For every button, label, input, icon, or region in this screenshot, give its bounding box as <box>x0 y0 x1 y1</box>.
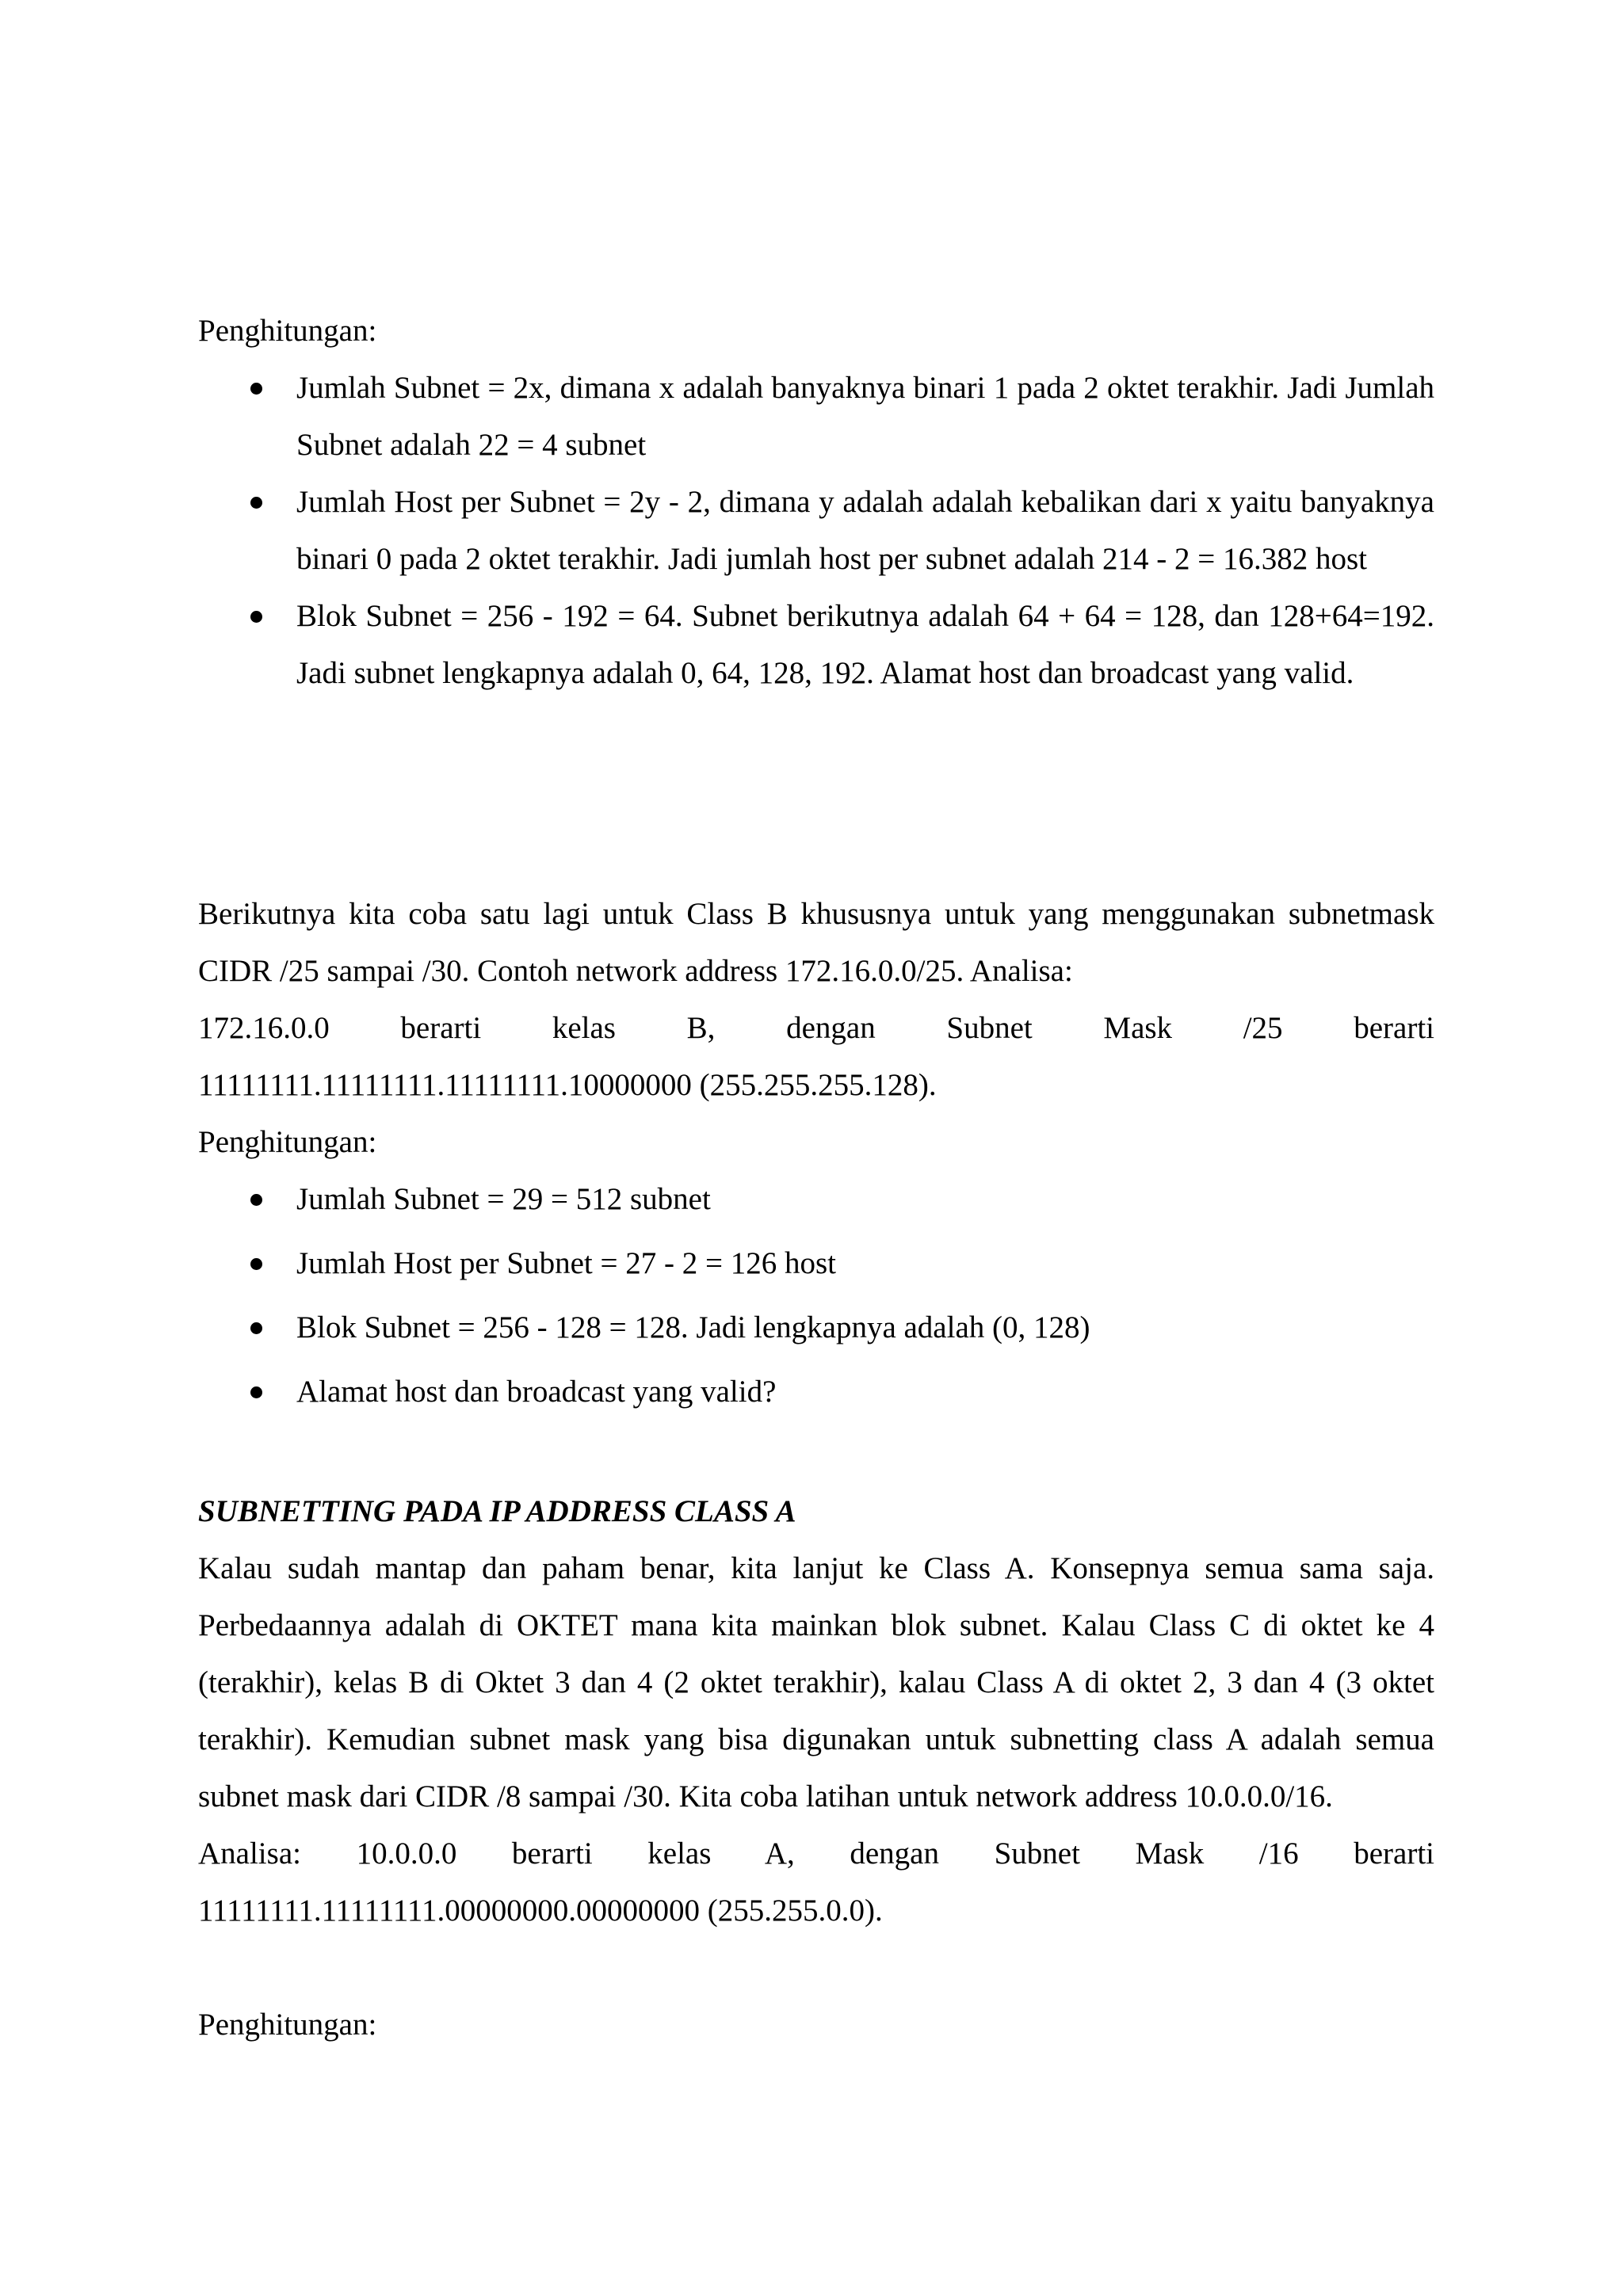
bullet-icon <box>250 497 262 509</box>
analysis-line: 172.16.0.0 berarti kelas B, dengan Subnet Mask /25 berarti <box>198 1011 1434 1045</box>
section-heading: SUBNETTING PADA IP ADDRESS CLASS A <box>198 1494 796 1528</box>
calculation-list <box>198 1171 1434 1421</box>
section-1 <box>198 303 1434 702</box>
bullet-icon <box>250 1258 262 1270</box>
bullet-icon <box>250 1322 262 1334</box>
list-item-text: Jumlah Subnet = 29 = 512 subnet <box>296 1182 711 1216</box>
list-item <box>198 588 1434 702</box>
section-2 <box>198 886 1434 1428</box>
list-item <box>198 1235 1434 1292</box>
calculation-label: Penghitungan: <box>198 1125 377 1159</box>
section-3 <box>198 1483 1434 2054</box>
binary-mask-line: 11111111.11111111.00000000.00000000 (255.255.0.0). <box>198 1894 883 1928</box>
bullet-icon <box>250 1386 262 1398</box>
list-item <box>198 1363 1434 1421</box>
calculation-list <box>198 360 1434 702</box>
calculation-label: Penghitungan: <box>198 314 377 348</box>
analysis-line: Analisa: 10.0.0.0 berarti kelas A, dengan Subnet Mask /16 berarti <box>198 1836 1434 1871</box>
binary-mask-line: 11111111.11111111.11111111.10000000 (255.255.255.128). <box>198 1068 937 1102</box>
list-item-text: Jumlah Host per Subnet = 2y - 2, dimana y adalah adalah kebalikan dari x yaitu banyaknya binari 0 pada 2 oktet terakhir. Jadi jumlah host per subnet adalah 214 - 2 = 16.382 host <box>296 485 1434 576</box>
list-item <box>198 1171 1434 1228</box>
list-item <box>198 360 1434 474</box>
list-item-text: Alamat host dan broadcast yang valid? <box>296 1375 777 1409</box>
list-item <box>198 1299 1434 1356</box>
list-item-text: Blok Subnet = 256 - 128 = 128. Jadi lengkapnya adalah (0, 128) <box>296 1310 1090 1344</box>
list-item-text: Jumlah Host per Subnet = 27 - 2 = 126 host <box>296 1246 836 1280</box>
paragraph: Kalau sudah mantap dan paham benar, kita lanjut ke Class A. Konsepnya semua sama saja. Perbedaannya adalah di OKTET mana kita mainkan blok subnet. Kalau Class C di oktet ke 4 (terakhir), kelas B di Oktet 3 dan 4 (2 oktet terakhir), kalau Class A di oktet 2, 3 dan 4 (3 oktet terakhir). Kemudian subnet mask yang bisa digunakan untuk subnetting class A adalah semua subnet mask dari CIDR /8 sampai /30. Kita coba latihan untuk network address 10.0.0.0/16. <box>198 1551 1434 1814</box>
bullet-icon <box>250 611 262 623</box>
calculation-label: Penghitungan: <box>198 2008 377 2042</box>
paragraph: Berikutnya kita coba satu lagi untuk Class B khususnya untuk yang menggunakan subnetmask CIDR /25 sampai /30. Contoh network address 172.16.0.0/25. Analisa: <box>198 897 1434 988</box>
list-item <box>198 474 1434 588</box>
list-item-text: Blok Subnet = 256 - 192 = 64. Subnet berikutnya adalah 64 + 64 = 128, dan 128+64=192. Jadi subnet lengkapnya adalah 0, 64, 128, 192. Alamat host dan broadcast yang valid. <box>296 599 1434 690</box>
bullet-icon <box>250 383 262 395</box>
list-item-text: Jumlah Subnet = 2x, dimana x adalah banyaknya binari 1 pada 2 oktet terakhir. Jadi Jumlah Subnet adalah 22 = 4 subnet <box>296 371 1434 462</box>
bullet-icon <box>250 1194 262 1206</box>
